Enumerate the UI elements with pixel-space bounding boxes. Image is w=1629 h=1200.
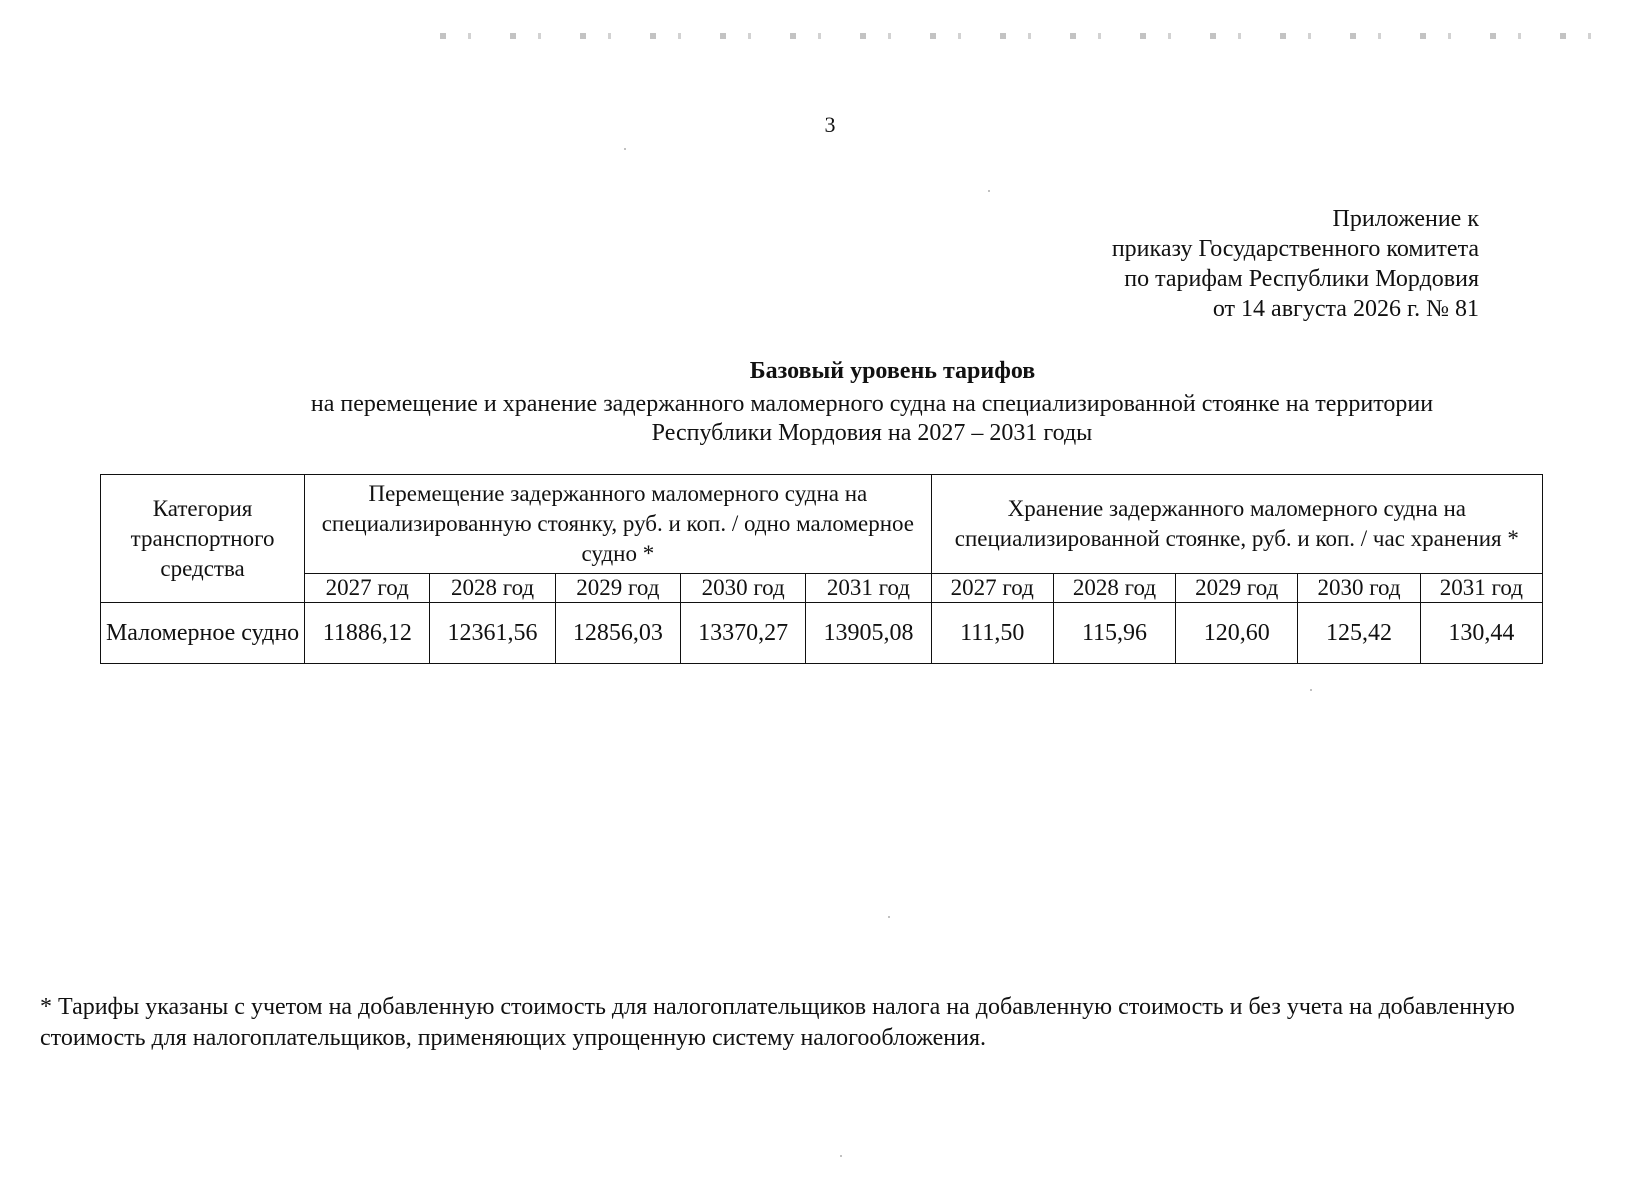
appendix-line: по тарифам Республики Мордовия [1124,266,1479,292]
subtitle-line: на перемещение и хранение задержанного маломерного судна на специализированной стоянке на территории [310,391,1434,417]
storage-value: 125,42 [1298,603,1420,664]
page-number: 3 [824,112,836,137]
document-subtitle [222,390,1522,448]
year-header: 2030 год [1298,574,1420,603]
appendix-line: Приложение к [1332,206,1479,232]
year-header: 2028 год [430,574,555,603]
movement-value: 12856,03 [555,603,680,664]
document-title: Базовый уровень тарифов [749,358,1036,384]
movement-value: 11886,12 [305,603,430,664]
storage-group-header: Хранение задержанного маломерного судна на специализированной стоянке, руб. и коп. / час хранения * [931,475,1542,574]
scan-speck [988,190,990,192]
years-row [101,574,1543,603]
year-header: 2029 год [1176,574,1298,603]
year-header: 2027 год [305,574,430,603]
year-header: 2028 год [1053,574,1175,603]
storage-value: 111,50 [931,603,1053,664]
year-header: 2027 год [931,574,1053,603]
scan-speck [624,148,626,150]
subtitle-line: Республики Мордовия на 2027 – 2031 годы [651,420,1093,446]
year-header: 2030 год [681,574,806,603]
storage-value: 115,96 [1053,603,1175,664]
scan-artifact-top [440,33,1600,39]
footnote: * Тарифы указаны с учетом на добавленную стоимость для налогоплательщиков налога на добавленную стоимость и без учета на добавленную стоимость для налогоплательщиков, применяющих упрощенную систему налогообложения. [40,994,1515,1051]
movement-value: 13905,08 [806,603,931,664]
scan-speck [840,1155,842,1157]
scan-speck [1310,689,1312,691]
appendix-block [1112,204,1479,324]
movement-value: 13370,27 [681,603,806,664]
table-row [101,603,1543,664]
appendix-line: приказу Государственного комитета [1111,236,1479,262]
year-header: 2031 год [1420,574,1542,603]
movement-value: 12361,56 [430,603,555,664]
year-header: 2029 год [555,574,680,603]
category-header: Категория транспортного средства [101,475,305,603]
movement-group-header: Перемещение задержанного маломерного судна на специализированную стоянку, руб. и коп. / одно маломерное судно * [305,475,931,574]
scan-speck [888,916,890,918]
storage-value: 130,44 [1420,603,1542,664]
tariff-table [100,474,1543,664]
year-header: 2031 год [806,574,931,603]
category-cell: Маломерное судно [101,603,305,664]
storage-value: 120,60 [1176,603,1298,664]
appendix-line: от 14 августа 2026 г. № 81 [1212,296,1479,322]
